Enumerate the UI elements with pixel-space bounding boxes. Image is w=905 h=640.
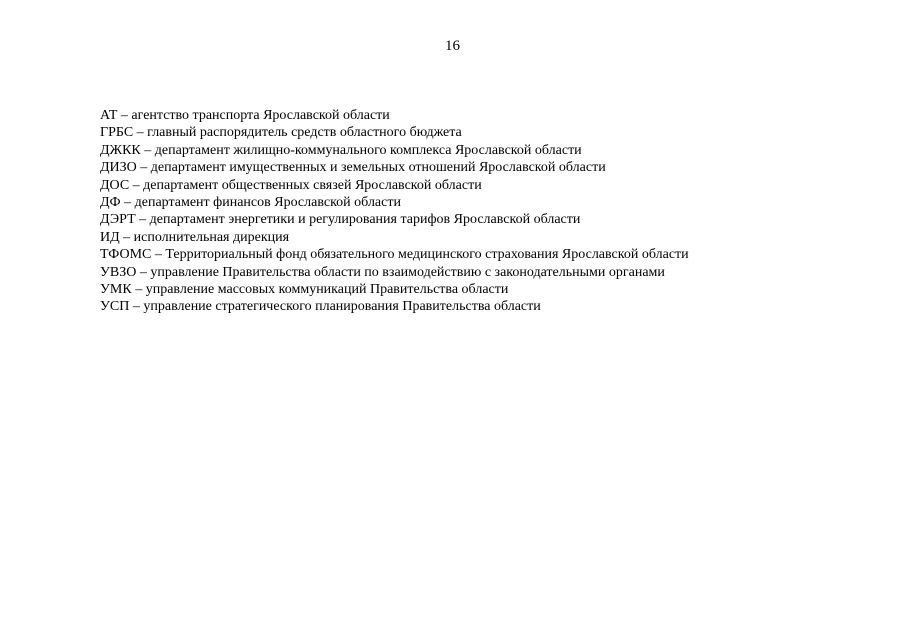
abbreviation-item: АТ – агентство транспорта Ярославской области xyxy=(100,108,390,123)
abbreviations-list xyxy=(100,107,689,316)
abbreviation-item: ИД – исполнительная дирекция xyxy=(100,229,290,245)
abbreviation-item: УВЗО – управление Правительства области по взаимодействию с законодательными органами xyxy=(100,264,665,280)
page-number: 16 xyxy=(445,38,460,54)
abbreviation-item: ГРБС – главный распорядитель средств областного бюджета xyxy=(100,125,462,141)
abbreviation-item: УСП – управление стратегического планирования Правительства области xyxy=(100,299,541,315)
abbreviation-item: УМК – управление массовых коммуникаций Правительства области xyxy=(100,282,509,298)
abbreviation-item: ТФОМС – Территориальный фонд обязательного медицинского страхования Ярославской области xyxy=(100,247,689,263)
abbreviation-item: ДЖКК – департамент жилищно-коммунального комплекса Ярославской области xyxy=(100,142,582,158)
abbreviation-item: ДФ – департамент финансов Ярославской области xyxy=(100,195,401,211)
abbreviation-item: ДОС – департамент общественных связей Ярославской области xyxy=(100,177,482,193)
abbreviation-item: ДИЗО – департамент имущественных и земельных отношений Ярославской области xyxy=(100,160,606,176)
abbreviation-item: ДЭРТ – департамент энергетики и регулирования тарифов Ярославской области xyxy=(100,212,581,228)
